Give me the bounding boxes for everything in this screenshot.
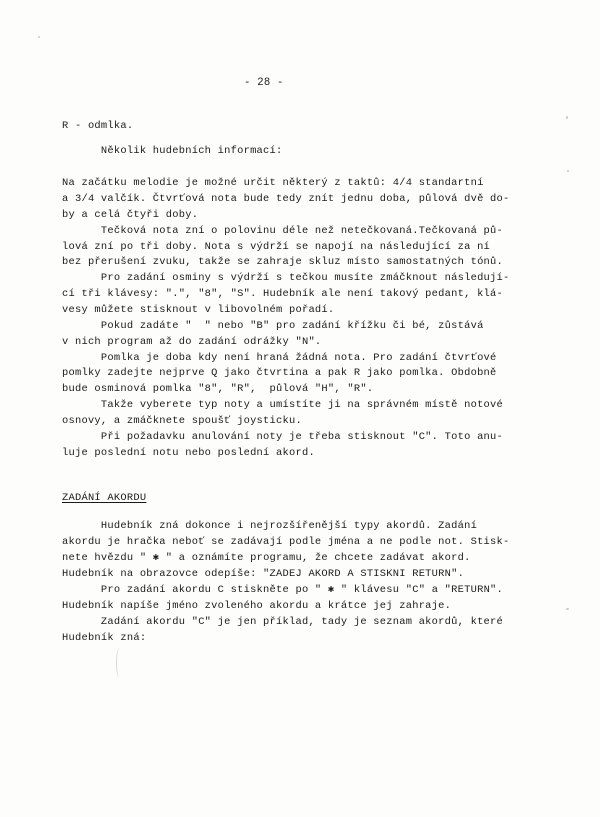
scan-speck bbox=[566, 608, 569, 610]
scan-mark bbox=[116, 648, 123, 678]
text-line: bez přerušení zvuku, takže se zahraje skluz místo samostatných tónů. bbox=[62, 256, 504, 268]
scan-speck bbox=[38, 36, 40, 38]
text-line: cí tři klávesy: ".", "8", "S". Hudebník ale není takový pedant, klá- bbox=[62, 288, 504, 300]
text-line: Pro zadání osminy s výdrží s tečkou musíte zmáčknout následují- bbox=[62, 272, 510, 284]
text-line: Pro zadání akordu C stiskněte po " ✱ " klávesu "C" a "RETURN". bbox=[62, 584, 504, 596]
text-line: Pomlka je doba kdy není hraná žádná nota. Pro zadání čtvrťové bbox=[62, 352, 497, 364]
text-line: osnovy, a zmáčknete spoušť joysticku. bbox=[62, 415, 302, 427]
text-line: akordu je hračka neboť se zadávají podle jména a ne podle not. Stisk- bbox=[62, 536, 510, 548]
page-number: - 28 - bbox=[244, 77, 284, 89]
text-line: Hudebník zná: bbox=[62, 632, 147, 644]
section-heading: ZADÁNÍ AKORDU bbox=[62, 492, 147, 504]
text-line: vesy můžete stisknout v libovolném pořadí. bbox=[62, 304, 335, 316]
text-line: Tečková nota zní o polovinu déle než netečkovaná.Tečkovaná pů- bbox=[62, 225, 504, 237]
text-line: v nich program až do zadání odrážky "N". bbox=[62, 336, 322, 348]
text-line: by a celá čtyři doby. bbox=[62, 209, 199, 221]
text-line: nete hvězdu " ✱ " a oznámíte programu, že chcete zadávat akord. bbox=[62, 552, 471, 564]
text-line: a 3/4 valčík. Čtvrťová nota bude tedy znít jednu doba, půlová dvě do- bbox=[62, 193, 510, 205]
text-line: Hudebník na obrazovce odepíše: "ZADEJ AKORD A STISKNI RETURN". bbox=[62, 568, 465, 580]
text-line: bude osminová pomlka "8", "R", půlová "H", "R". bbox=[62, 383, 374, 395]
scan-speck bbox=[567, 170, 569, 172]
text-line: lová zní po tři doby. Nota s výdrží se napojí na následující za ní bbox=[62, 241, 491, 253]
text-line: Na začátku melodie je možné určit některý z taktů: 4/4 standartní bbox=[62, 177, 484, 189]
text-line: Hudebník napíše jméno zvoleného akordu a krátce jej zahraje. bbox=[62, 600, 452, 612]
text-line: Pokud zadáte " " nebo "B" pro zadání křížku či bé, zůstává bbox=[62, 320, 484, 332]
text-line: Zadání akordu "C" je jen příklad, tady je seznam akordů, které bbox=[62, 616, 504, 628]
text-line: R - odmlka. bbox=[62, 120, 134, 132]
text-line: pomlky zadejte nejprve Q jako čtvrtina a pak R jako pomlka. Obdobně bbox=[62, 367, 497, 379]
text-line: Při požadavku anulování noty je třeba stisknout "C". Toto anu- bbox=[62, 431, 504, 443]
text-line: Takže vyberete typ noty a umístíte ji na správném místě notové bbox=[62, 399, 504, 411]
text-line: Hudebník zná dokonce i nejrozšířenější typy akordů. Zadání bbox=[62, 520, 478, 532]
text-line: Několik hudebních informací: bbox=[62, 145, 283, 157]
scan-speck bbox=[566, 116, 568, 119]
text-line: luje poslední notu nebo poslední akord. bbox=[62, 447, 315, 459]
